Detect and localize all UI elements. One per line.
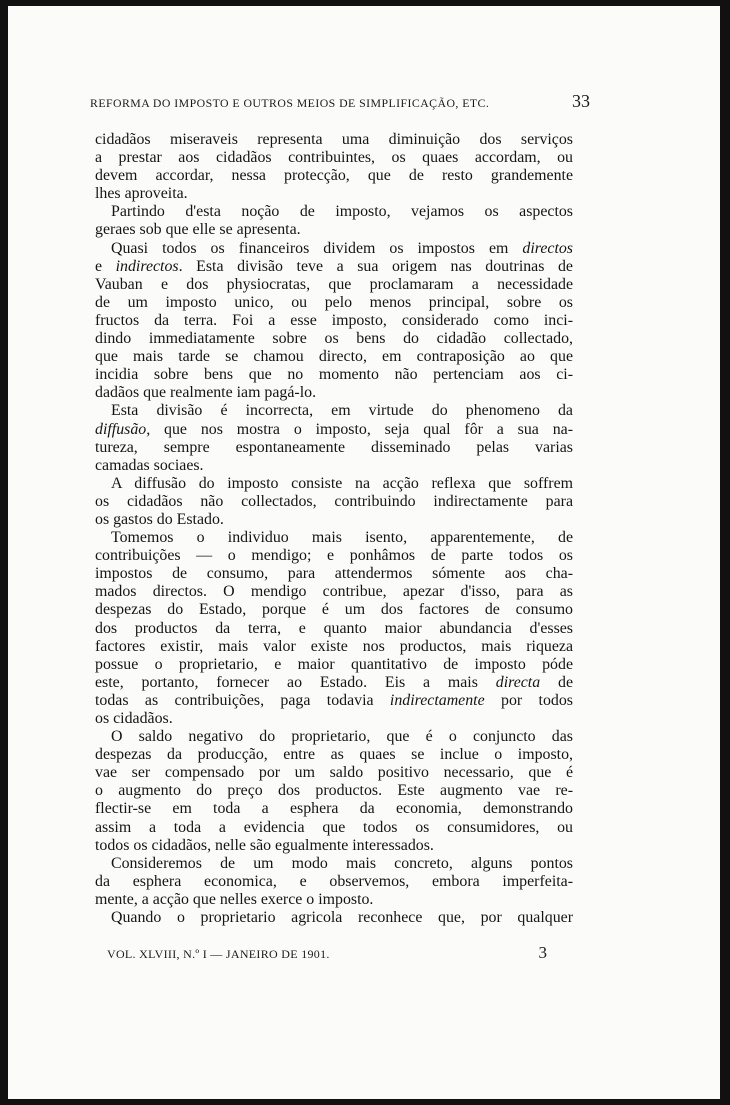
text-line: Consideremos de um modo mais concreto, alguns pontos (111, 854, 573, 872)
text-line: vae ser compensado por um saldo positivo necessario, que é (95, 764, 573, 782)
text-line: fructos da terra. Foi a esse imposto, considerado como inci- (95, 311, 573, 329)
text-line (95, 240, 573, 258)
text-line: cidadãos miseraveis representa uma diminuição dos serviços (95, 131, 573, 148)
text-line (95, 674, 573, 692)
book-page (8, 6, 720, 1099)
signature-mark: 3 (538, 943, 547, 962)
text-segment: de (540, 673, 573, 691)
text-line: Partindo d'esta noção de imposto, vejamos os aspectos (111, 203, 573, 221)
text-line: lhes aproveita. (95, 185, 188, 203)
text-line: O saldo negativo do proprietario, que é o conjuncto das (111, 728, 573, 746)
text-segment: e (95, 257, 116, 275)
text-line: Esta divisão é incorrecta, em virtude do phenomeno da (111, 402, 573, 420)
text-line: que mais tarde se chamou directo, em contraposição ao que (95, 348, 573, 366)
text-segment: . Esta divisão teve a sua origem nas doutrinas de (178, 257, 573, 275)
text-line (95, 258, 573, 276)
text-line: camadas sociaes. (95, 456, 204, 474)
text-line: Quando o proprietario agricola reconhece que, por qualquer (111, 909, 573, 927)
italic-text: directa (495, 673, 541, 691)
text-line: dos productos da terra, e quanto maior abundancia d'esses (95, 619, 573, 637)
text-line (95, 692, 573, 710)
text-segment: todas as contribuições, paga todavia (95, 691, 390, 709)
italic-text: directos (522, 239, 573, 257)
text-line: os cidadãos. (95, 710, 173, 727)
italic-text: indirectamente (389, 691, 485, 709)
text-line: tureza, sempre espontaneamente disseminado pelas varias (95, 438, 573, 456)
footer-volume-info: VOL. XLVIII, N.º I — JANEIRO DE 1901. (107, 947, 330, 961)
text-segment: Quasi todos os financeiros dividem os impostos em (111, 239, 523, 257)
text-line: incidia sobre bens que no momento não pertenciam aos ci- (95, 366, 573, 384)
text-line: contribuições — o mendigo; e ponhâmos de parte todos os (95, 547, 573, 565)
text-line: A diffusão do imposto consiste na acção reflexa que soffrem (111, 474, 573, 492)
text-line: assim a toda a evidencia que todos os consumidores, ou (95, 818, 573, 836)
text-line: mados directos. O mendigo contribue, apezar d'isso, para as (95, 583, 573, 601)
text-line: mente, a acção que nelles exerce o imposto. (95, 890, 374, 908)
text-line: de um imposto unico, ou pelo menos principal, sobre os (95, 293, 573, 311)
text-line: Vauban e dos physiocratas, que proclamaram a necessidade (95, 275, 573, 293)
text-line: todos os cidadãos, nelle são egualmente interessados. (95, 836, 434, 854)
text-line: devem accordar, nessa protecção, que de resto grandemente (95, 167, 573, 185)
text-segment: por todos (484, 691, 573, 709)
running-title: REFORMA DO IMPOSTO E OUTROS MEIOS DE SIMPLIFICAÇÃO, ETC. (90, 96, 490, 110)
text-line (95, 421, 573, 439)
text-line: geraes sob que elle se apresenta. (95, 221, 301, 239)
text-segment: que nos mostra o imposto, seja qual fôr a sua na- (150, 420, 573, 438)
text-line: despezas do Estado, porque é um dos factores de consumo (95, 601, 573, 619)
page-footer (107, 943, 547, 967)
italic-text: indirectos (115, 257, 179, 275)
body-text (95, 131, 573, 927)
text-line: dadãos que realmente iam pagá-lo. (95, 384, 317, 402)
text-line: factores existir, mais valor existe nos productos, mais riqueza (95, 637, 573, 655)
text-line: os cidadãos não collectados, contribuindo indirectamente para (95, 492, 573, 510)
text-line: impostos de consumo, para attendermos sómente aos cha- (95, 565, 573, 583)
text-line: possue o proprietario, e maior quantitativo de imposto póde (95, 655, 573, 673)
text-line: da esphera economica, e observemos, embora imperfeita- (95, 872, 573, 890)
italic-text: diffusão, (95, 420, 151, 438)
text-line: flectir-se em toda a esphera da economia, demonstrando (95, 800, 573, 818)
text-segment: este, portanto, fornecer ao Estado. Eis a mais (95, 673, 496, 691)
text-line: despezas da producção, entre as quaes se inclue o imposto, (95, 746, 573, 764)
text-line: dindo immediatamente sobre os bens do cidadão collectado, (95, 330, 573, 348)
text-line: Tomemos o individuo mais isento, apparentemente, de (111, 529, 573, 547)
text-line: o augmento do preço dos productos. Este augmento vae re- (95, 782, 573, 800)
text-line: os gastos do Estado. (95, 510, 224, 528)
text-line: a prestar aos cidadãos contribuintes, os quaes accordam, ou (95, 149, 573, 167)
page-number: 33 (572, 91, 590, 111)
page-header (90, 91, 590, 114)
